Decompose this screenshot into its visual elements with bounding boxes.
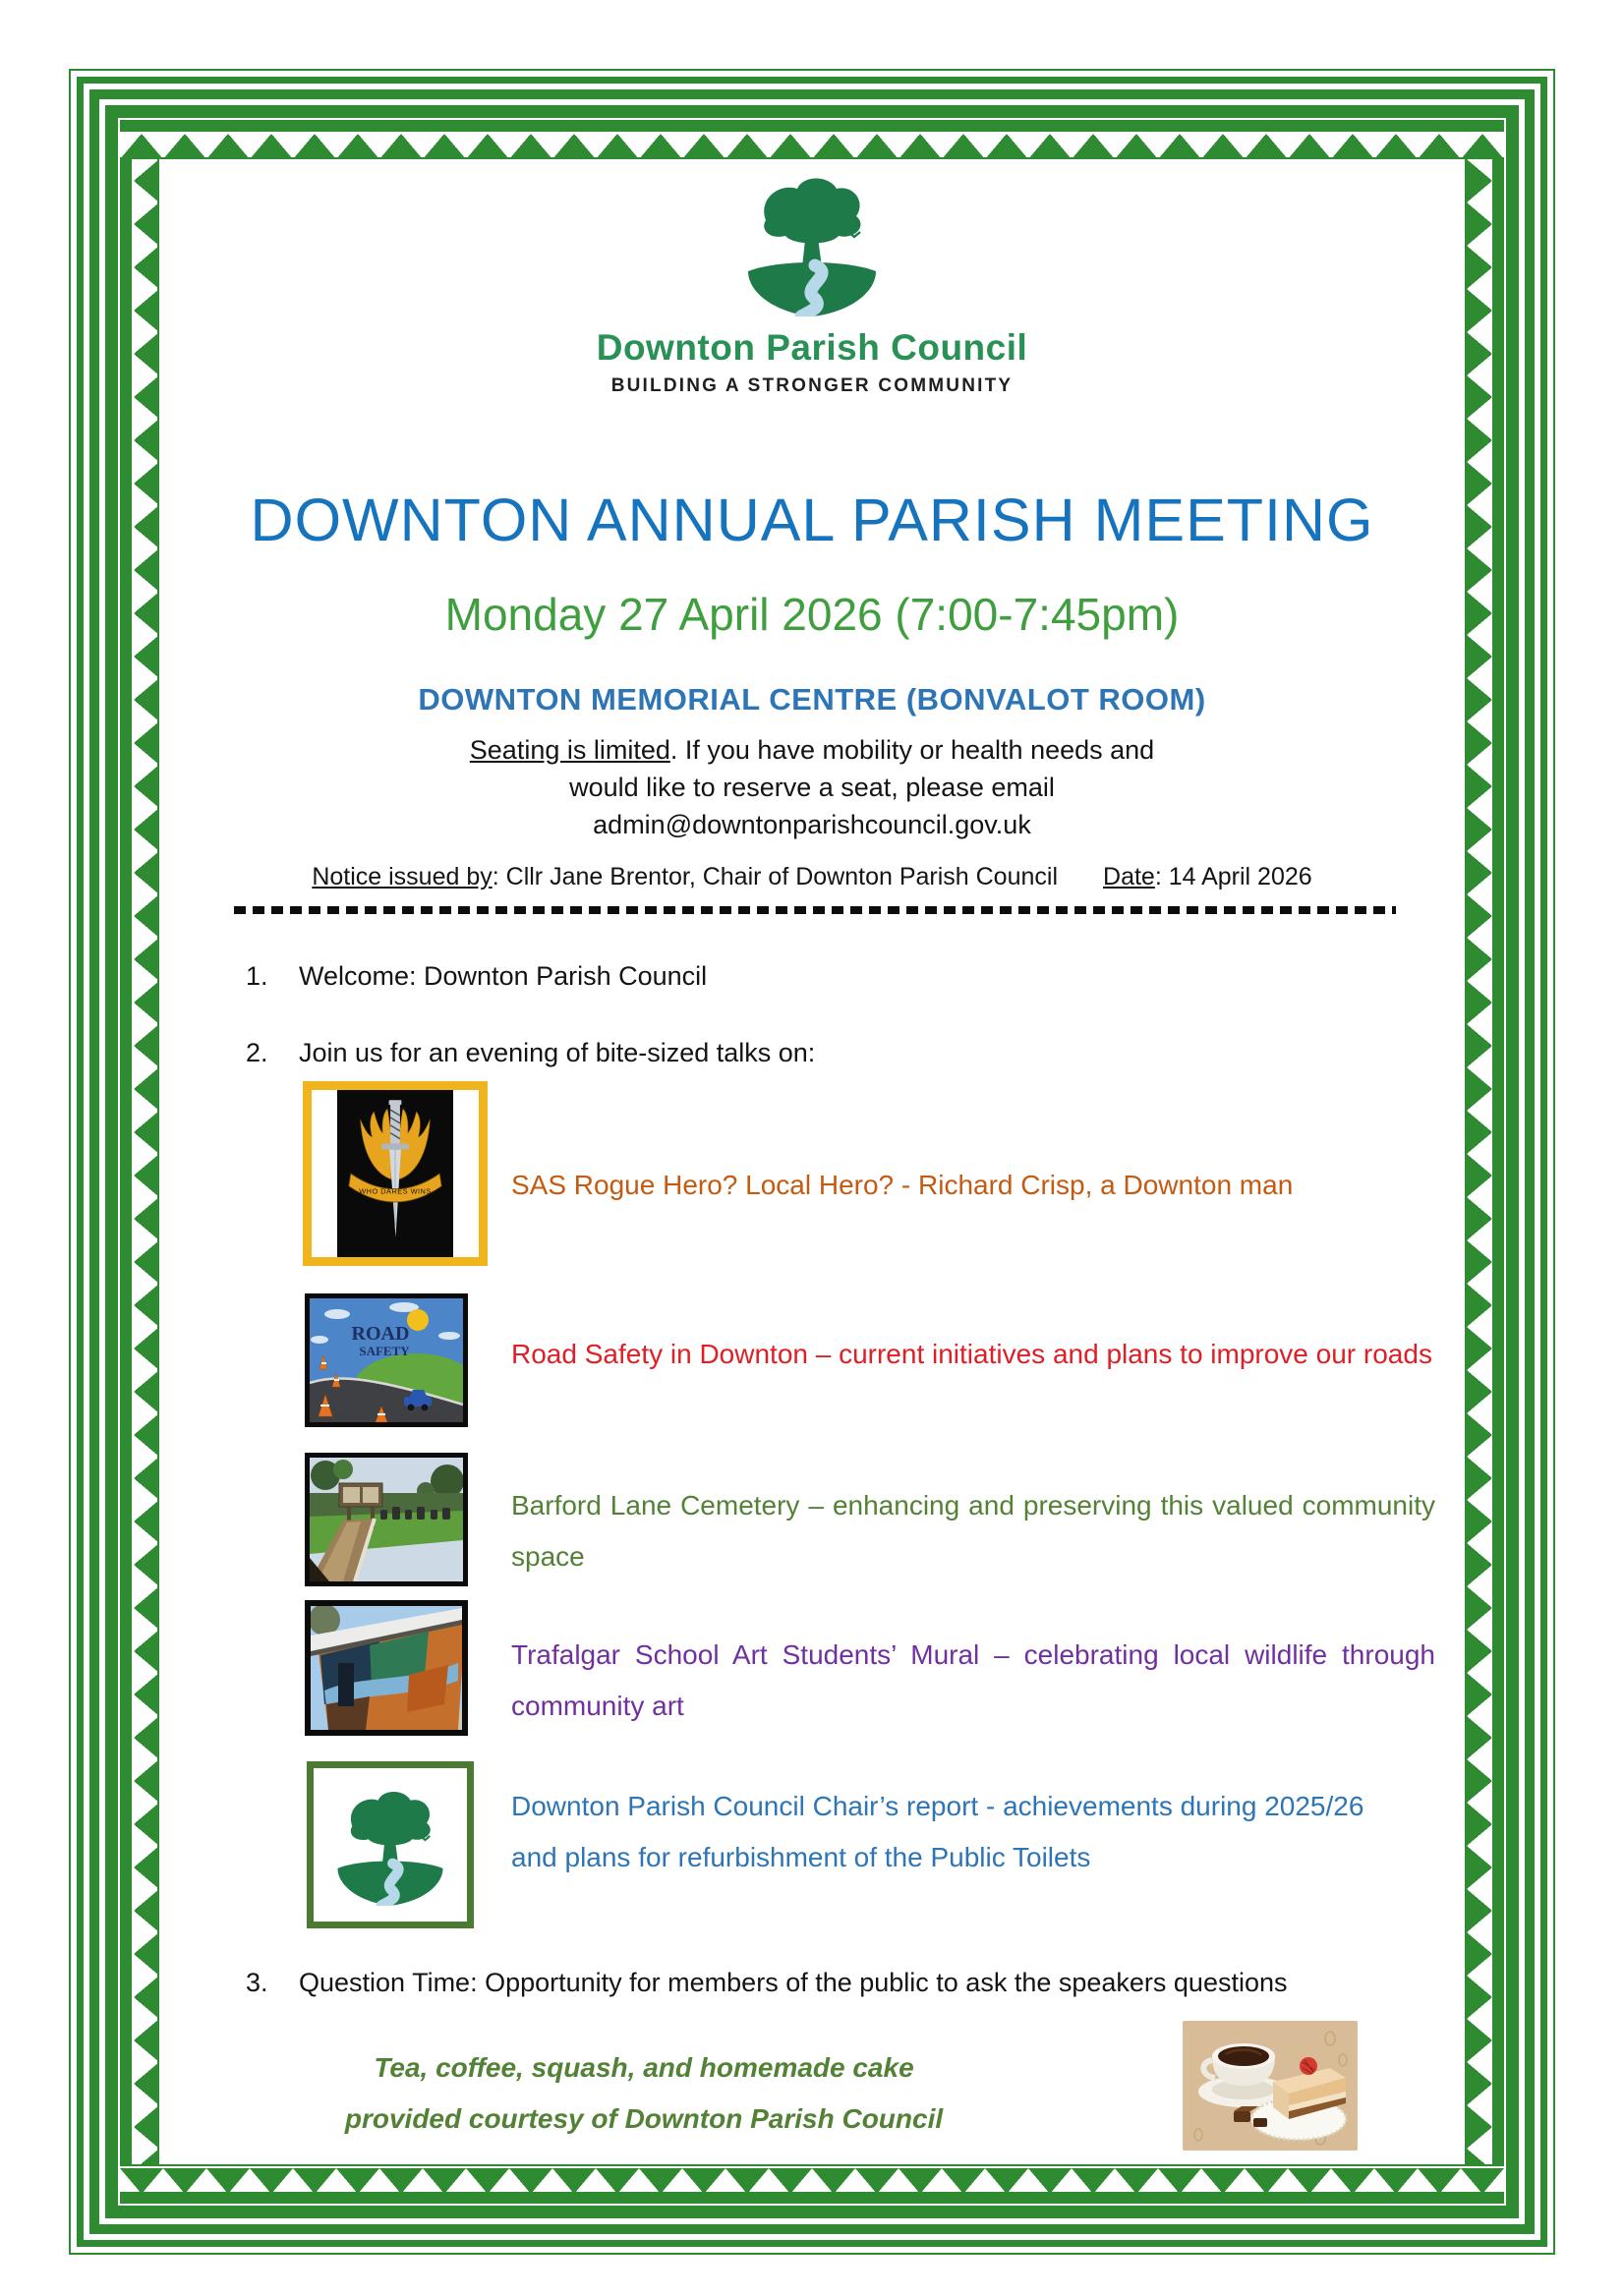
refreshments-line-1: Tea, coffee, squash, and homemade cake [374,2052,914,2083]
talk-mural-text: Trafalgar School Art Students’ Mural – celebrating local wildlife through community art [511,1639,1435,1721]
agenda-item-3: 3. Question Time: Opportunity for members of the public to ask the speakers questions [246,1968,1288,1997]
refreshments-line-2: provided courtesy of Downton Parish Council [344,2103,944,2134]
council-logo-image [307,1761,474,1928]
logo-wordmark: Downton Parish Council [596,327,1028,368]
road-caption-line1: ROAD [351,1323,410,1345]
talk-chair-report-text: Downton Parish Council Chair’s report - achievements during 2025/26 and plans for refurbishment of the Public Toilets [511,1791,1364,1872]
event-venue: DOWNTON MEMORIAL CENTRE (BONVALOT ROOM) [418,682,1206,717]
talk-cemetery-text: Barford Lane Cemetery – enhancing and preserving this valued community space [511,1490,1435,1572]
notice-line: Notice issued by: Cllr Jane Brentor, Chair of Downton Parish Council Date: 14 April 2026 [312,863,1312,890]
border-chevron-left [120,159,159,2164]
logo-tagline: BUILDING A STRONGER COMMUNITY [610,375,1014,396]
sas-motto: WHO DARES WINS [359,1186,432,1196]
refreshments-note [226,2042,1062,2145]
border-chevron-bottom [120,2164,1504,2204]
border-chevron-right [1465,159,1504,2164]
border-chevron-top [120,120,1504,159]
road-caption-line2: SAFETY [359,1344,410,1358]
talk-sas-text: SAS Rogue Hero? Local Hero? - Richard Crisp, a Downton man [511,1170,1294,1200]
agenda-item-1: 1. Welcome: Downton Parish Council [246,961,708,991]
dashed-divider [234,906,1396,914]
cemetery-image [305,1453,468,1586]
mural-image [305,1600,468,1736]
seating-line-1: Seating is limited. If you have mobility or health needs and [469,735,1155,765]
road-safety-image [305,1293,468,1427]
event-date: Monday 27 April 2026 (7:00-7:45pm) [444,589,1180,640]
seating-note [0,731,1624,843]
refreshments-image [1183,2021,1358,2155]
page-title: DOWNTON ANNUAL PARISH MEETING [250,487,1374,553]
seating-line-2: would like to reserve a seat, please email [569,773,1055,802]
agenda-item-2: 2. Join us for an evening of bite-sized talks on: [246,1038,816,1067]
logo-block [0,169,1624,397]
sas-badge-image [303,1081,488,1266]
parish-logo-image [728,169,896,316]
talk-road-text: Road Safety in Downton – current initiatives and plans to improve our roads [511,1339,1432,1369]
seating-email: admin@downtonparishcouncil.gov.uk [593,810,1031,839]
